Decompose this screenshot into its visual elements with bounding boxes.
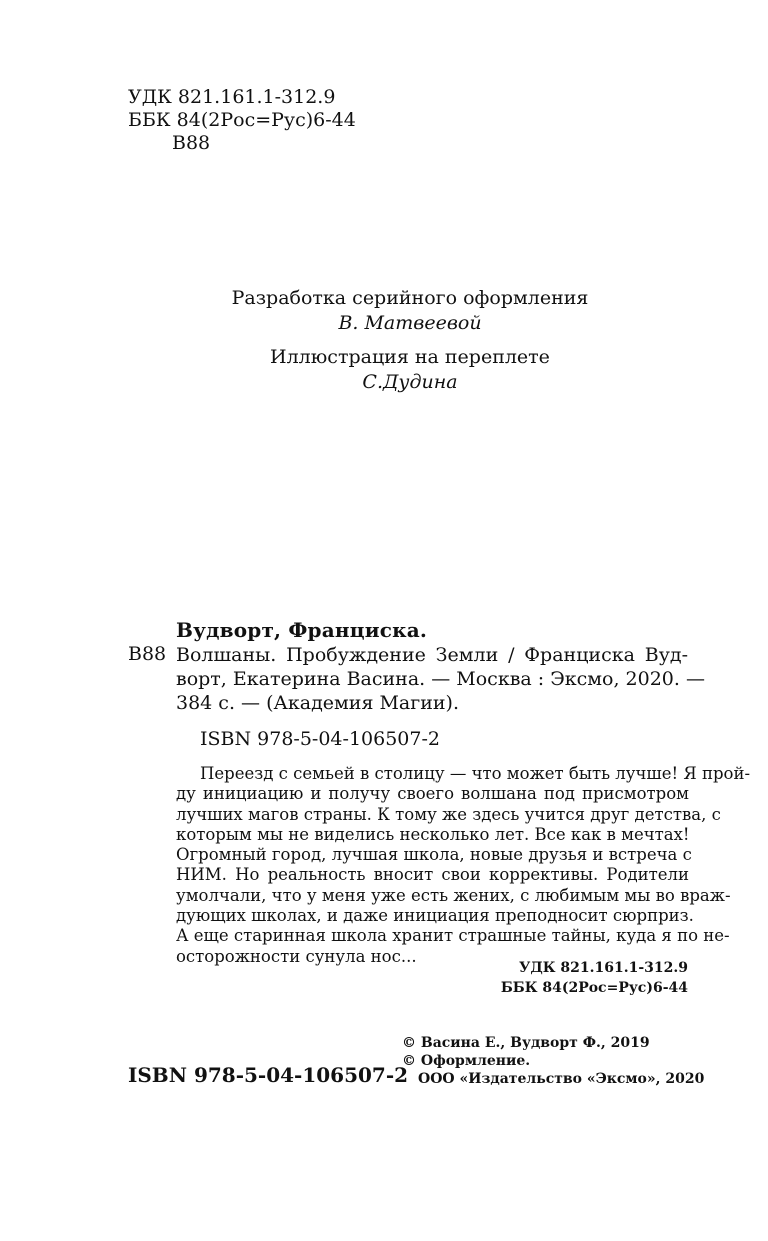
- record-description: [176, 643, 705, 715]
- annotation-line: осторожности сунула нос...: [176, 946, 417, 966]
- annotation-line: А еще старинная школа хранит страшные тайны, куда я по не-: [176, 926, 730, 946]
- copyright-line: ООО «Издательство «Эксмо», 2020: [418, 1071, 705, 1087]
- bottom-classification: [501, 958, 688, 998]
- design-credit: [0, 286, 768, 336]
- annotation-line: ду инициацию и получу своего волшана под присмотром: [176, 784, 689, 804]
- description-line: 384 с. — (Академия Магии).: [176, 692, 459, 714]
- annotation: [176, 764, 751, 967]
- copyright-line: © Васина Е., Вудворт Ф., 2019: [402, 1035, 650, 1051]
- copyright-block: [402, 1034, 704, 1088]
- bbk-code: ББК 84(2Рос=Рус)6-44: [500, 980, 688, 996]
- udk-code: УДК 821.161.1-312.9: [518, 960, 688, 976]
- annotation-line: дующих школах, и даже инициация преподносит сюрприз.: [176, 906, 694, 926]
- author-mark: В88: [172, 132, 211, 154]
- annotation-line: которым мы не виделись несколько лет. Все как в мечтах!: [176, 824, 690, 844]
- annotation-line: умолчали, что у меня уже есть жених, с любимым мы во враж-: [176, 885, 731, 905]
- description-line: Волшаны. Пробуждение Земли / Франциска Вуд-: [176, 644, 688, 666]
- description-line: ворт, Екатерина Васина. — Москва : Эксмо, 2020. —: [176, 668, 705, 690]
- record-author: Вудворт, Франциска.: [176, 618, 428, 642]
- annotation-line: НИМ. Но реальность вносит свои коррективы. Родители: [176, 865, 689, 885]
- record-isbn: ISBN 978-5-04-106507-2: [200, 728, 440, 750]
- credit-role: Разработка серийного оформления: [231, 287, 589, 309]
- credit-person: С.Дудина: [362, 371, 458, 393]
- credit-person: В. Матвеевой: [338, 312, 482, 334]
- classification-block: [128, 86, 356, 155]
- record-code: В88: [128, 643, 167, 665]
- annotation-line: Переезд с семьей в столицу — что может быть лучше! Я прой-: [200, 764, 751, 783]
- footer-isbn: ISBN 978-5-04-106507-2: [128, 1063, 409, 1087]
- annotation-line: лучших магов страны. К тому же здесь учится друг детства, с: [176, 804, 721, 824]
- bbk-code: ББК 84(2Рос=Рус)6-44: [128, 109, 356, 131]
- illustration-credit: [0, 345, 768, 395]
- udk-code: УДК 821.161.1-312.9: [128, 86, 336, 108]
- annotation-line: Огромный город, лучшая школа, новые друзья и встреча с: [176, 845, 692, 865]
- credit-role: Иллюстрация на переплете: [270, 346, 550, 368]
- copyright-line: © Оформление.: [402, 1053, 531, 1069]
